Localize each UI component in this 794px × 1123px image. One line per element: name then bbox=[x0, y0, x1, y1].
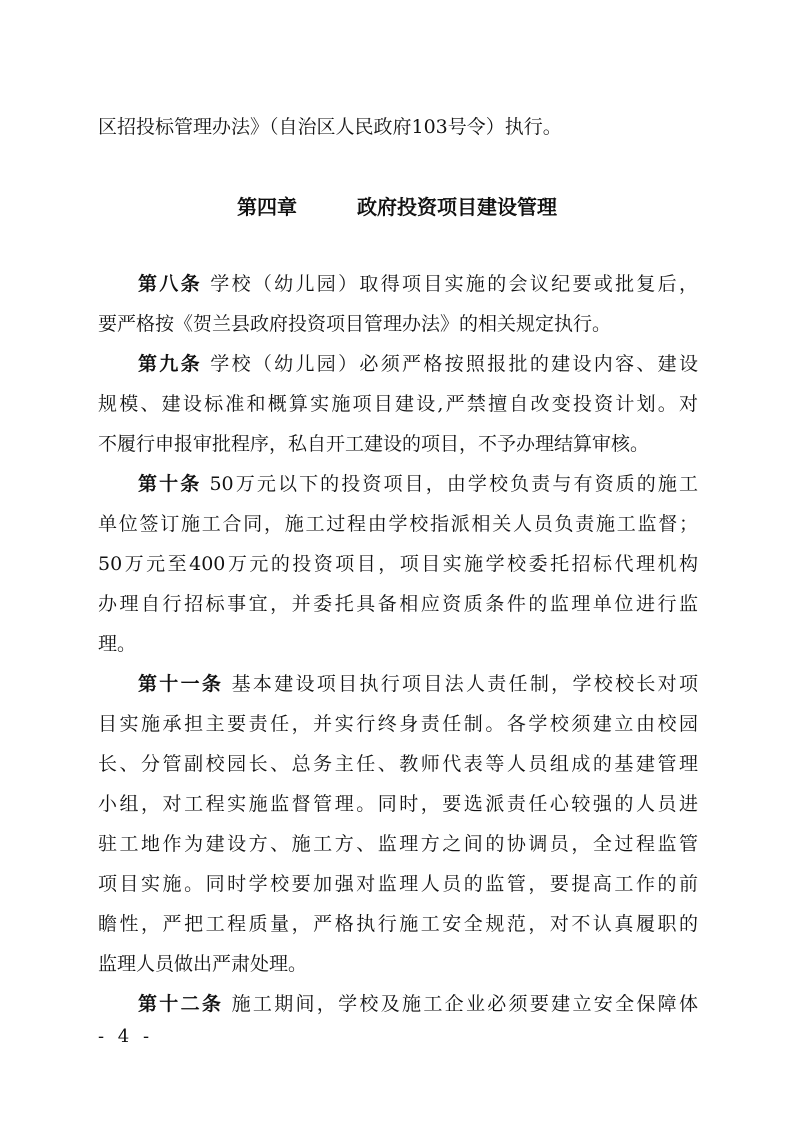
article-11-label: 第十一条 bbox=[138, 673, 224, 695]
article-10-line-4: 办理自行招标事宜，并委托具备相应资质条件的监理单位进行监 bbox=[98, 593, 698, 615]
article-11-line-7: 瞻性，严把工程质量，严格执行施工安全规范，对不认真履职的 bbox=[98, 913, 698, 935]
article-10-line-3: 50万元至400万元的投资项目，项目实施学校委托招标代理机构 bbox=[98, 553, 698, 575]
article-11-line-4: 小组，对工程实施监督管理。同时，要选派责任心较强的人员进 bbox=[98, 793, 698, 815]
chapter-number: 第四章 bbox=[237, 195, 297, 219]
chapter-title: 政府投资项目建设管理 bbox=[357, 195, 557, 219]
article-11-line-1: 第十一条 基本建设项目执行项目法人责任制，学校校长对项 bbox=[138, 673, 698, 695]
page-number: - 4 - bbox=[98, 1026, 154, 1047]
article-10-line-1: 第十条 50万元以下的投资项目，由学校负责与有资质的施工 bbox=[138, 473, 698, 495]
article-8-line-1: 第八条 学校（幼儿园）取得项目实施的会议纪要或批复后， bbox=[138, 273, 698, 295]
article-11-line-6: 项目实施。同时学校要加强对监理人员的监管，要提高工作的前 bbox=[98, 873, 698, 895]
chapter-heading bbox=[0, 192, 794, 222]
article-10-line-2: 单位签订施工合同，施工过程由学校指派相关人员负责施工监督； bbox=[98, 513, 698, 535]
article-8-label: 第八条 bbox=[138, 273, 202, 295]
article-9-label: 第九条 bbox=[138, 353, 202, 375]
article-12-line-1: 第十二条 施工期间，学校及施工企业必须要建立安全保障体 bbox=[138, 993, 698, 1015]
article-12-label: 第十二条 bbox=[138, 993, 224, 1015]
article-9-line-2: 规模、建设标准和概算实施项目建设,严禁擅自改变投资计划。对 bbox=[98, 393, 698, 415]
article-9-line-3: 不履行申报审批程序，私自开工建设的项目，不予办理结算审核。 bbox=[98, 433, 650, 455]
article-10-label: 第十条 bbox=[138, 473, 202, 495]
article-10-line-5: 理。 bbox=[98, 633, 137, 655]
intro-line: 区招投标管理办法》（自治区人民政府103号令）执行。 bbox=[98, 116, 562, 138]
article-11-line-3: 长、分管副校园长、总务主任、教师代表等人员组成的基建管理 bbox=[98, 753, 698, 775]
article-11-line-2: 目实施承担主要责任，并实行终身责任制。各学校须建立由校园 bbox=[98, 713, 698, 735]
article-9-line-1: 第九条 学校（幼儿园）必须严格按照报批的建设内容、建设 bbox=[138, 353, 698, 375]
article-11-line-5: 驻工地作为建设方、施工方、监理方之间的协调员，全过程监管 bbox=[98, 833, 698, 855]
article-11-line-8: 监理人员做出严肃处理。 bbox=[98, 953, 308, 975]
article-8-line-2: 要严格按《贺兰县政府投资项目管理办法》的相关规定执行。 bbox=[98, 313, 612, 335]
